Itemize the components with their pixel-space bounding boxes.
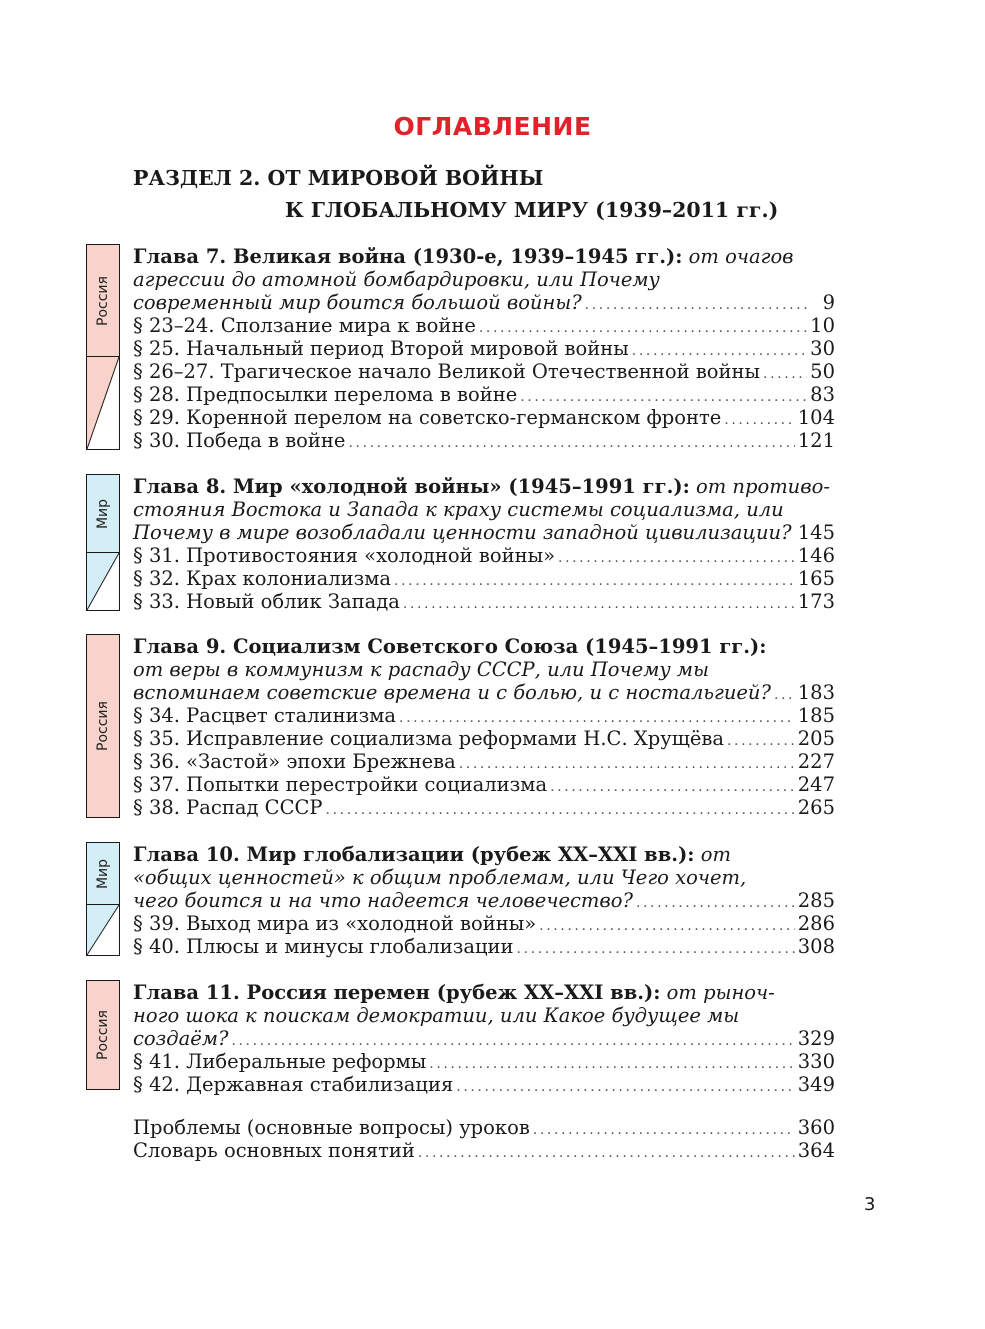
band-russia-ch7	[86, 244, 120, 450]
chapter-8	[133, 475, 835, 613]
toc-item[interactable]: § 40. Плюсы и минусы глобализации ..... 308	[133, 935, 835, 958]
band-diagonal	[87, 905, 119, 955]
page-ref: 50	[810, 360, 835, 383]
toc-item[interactable]: § 35. Исправление социализма реформами Н.С. Хрущёва ..... 205	[133, 727, 835, 750]
chapter-subtitle: чего боится и на что надеется человечество?	[133, 889, 633, 912]
toc-item[interactable]: § 31. Противостояния «холодной войны» ..... 146	[133, 544, 835, 567]
toc-item[interactable]: § 37. Попытки перестройки социализма ..... 247	[133, 773, 835, 796]
chapter-subtitle: современный мир боится большой войны?	[133, 291, 582, 314]
chapter-subtitle: создаём?	[133, 1027, 229, 1050]
page-ref: 308	[797, 935, 835, 958]
band-russia-ch11	[86, 980, 120, 1090]
toc-item[interactable]: § 30. Победа в войне ..... 121	[133, 429, 835, 452]
band-diagonal	[87, 553, 119, 610]
band-label: Россия	[95, 275, 111, 326]
band-label: Россия	[95, 1010, 111, 1060]
chapter-subtitle: «общих ценностей» к общим проблемам, или Чего хочет,	[133, 866, 747, 889]
toc-item[interactable]: § 28. Предпосылки перелома в войне ..... 83	[133, 383, 835, 406]
page-ref: 330	[797, 1050, 835, 1073]
page-ref: 146	[797, 544, 835, 567]
page-ref: 285	[797, 889, 835, 912]
page-ref: 286	[797, 912, 835, 935]
page-ref: 360	[797, 1116, 835, 1139]
toc-item[interactable]: § 42. Державная стабилизация ..... 349	[133, 1073, 835, 1096]
page-ref: 145	[797, 521, 835, 544]
page-ref: 183	[797, 681, 835, 704]
chapter-subtitle: агрессии до атомной бомбардировки, или Почему	[133, 268, 660, 291]
toc-item[interactable]: § 38. Распад СССР ..... 265	[133, 796, 835, 819]
page-ref: 364	[797, 1139, 835, 1162]
chapter-subtitle: ного шока к поискам демократии, или Какое будущее мы	[133, 1004, 740, 1027]
toc-item[interactable]: § 25. Начальный период Второй мировой войны ..... 30	[133, 337, 835, 360]
toc-item[interactable]: § 39. Выход мира из «холодной войны» ..... 286	[133, 912, 835, 935]
toc-item[interactable]: § 33. Новый облик Запада ..... 173	[133, 590, 835, 613]
band-diagonal	[87, 357, 119, 449]
page-ref: 104	[797, 406, 835, 429]
page-ref: 265	[797, 796, 835, 819]
band-world-ch8	[86, 474, 120, 611]
page-ref: 227	[797, 750, 835, 773]
section-heading-line1: РАЗДЕЛ 2. ОТ МИРОВОЙ ВОЙНЫ	[133, 166, 544, 190]
toc-item[interactable]: § 26–27. Трагическое начало Великой Отечественной войны ..... 50	[133, 360, 835, 383]
toc-item[interactable]: Словарь основных понятий ..... 364	[133, 1139, 835, 1162]
chapter-10	[133, 843, 835, 958]
page-ref: 9	[822, 291, 835, 314]
chapter-heading[interactable]: Глава 9. Социализм Советского Союза (1945–1991 гг.):	[133, 635, 767, 658]
band-label: Мир	[95, 858, 111, 889]
page-ref: 185	[797, 704, 835, 727]
chapter-9	[133, 635, 835, 819]
band-russia-ch9	[86, 634, 120, 818]
toc-item[interactable]: § 41. Либеральные реформы ..... 330	[133, 1050, 835, 1073]
page-ref: 247	[797, 773, 835, 796]
page-ref: 329	[797, 1027, 835, 1050]
chapter-subtitle: вспоминаем советские времена и с болью, и с ностальгией?	[133, 681, 771, 704]
toc-item[interactable]: § 23–24. Сползание мира к войне ..... 10	[133, 314, 835, 337]
page-ref: 205	[797, 727, 835, 750]
chapter-heading[interactable]: Глава 10. Мир глобализации (рубеж XX–XXI вв.):	[133, 843, 695, 866]
page-ref: 349	[797, 1073, 835, 1096]
section-heading-line2: К ГЛОБАЛЬНОМУ МИРУ (1939–2011 гг.)	[285, 198, 779, 222]
chapter-subtitle: от очагов	[682, 245, 794, 268]
chapter-subtitle: Почему в мире возобладали ценности западной цивилизации?	[133, 521, 792, 544]
toc-item[interactable]: § 29. Коренной перелом на советско-германском фронте ..... 104	[133, 406, 835, 429]
chapter-heading[interactable]: Глава 8. Мир «холодной войны» (1945–1991 гг.):	[133, 475, 690, 498]
toc-item[interactable]: § 36. «Застой» эпохи Брежнева ..... 227	[133, 750, 835, 773]
toc-item[interactable]: § 34. Расцвет сталинизма ..... 185	[133, 704, 835, 727]
chapter-subtitle: от противо-	[689, 475, 830, 498]
page-ref: 165	[797, 567, 835, 590]
chapter-11	[133, 981, 835, 1096]
chapter-subtitle: от веры в коммунизм к распаду СССР, или Почему мы	[133, 658, 709, 681]
band-label: Россия	[95, 701, 111, 751]
band-label: Мир	[95, 498, 111, 529]
toc-item[interactable]: Проблемы (основные вопросы) уроков ..... 360	[133, 1116, 835, 1139]
page-number: 3	[864, 1194, 876, 1215]
page-ref: 83	[810, 383, 835, 406]
band-world-ch10	[86, 842, 120, 956]
toc-item[interactable]: § 32. Крах колониализма ..... 165	[133, 567, 835, 590]
page-ref: 173	[797, 590, 835, 613]
page-title: ОГЛАВЛЕНИЕ	[393, 112, 592, 141]
chapter-heading[interactable]: Глава 11. Россия перемен (рубеж XX–XXI вв.):	[133, 981, 661, 1004]
chapter-subtitle: от	[694, 843, 731, 866]
page-ref: 30	[810, 337, 835, 360]
chapter-7	[133, 245, 835, 452]
chapter-heading[interactable]: Глава 7. Великая война (1930-е, 1939–1945 гг.):	[133, 245, 683, 268]
chapter-subtitle: от рыноч-	[660, 981, 775, 1004]
page-ref: 121	[797, 429, 835, 452]
chapter-subtitle: стояния Востока и Запада к краху системы социализма, или	[133, 498, 784, 521]
appendix	[133, 1116, 835, 1162]
page-ref: 10	[810, 314, 835, 337]
